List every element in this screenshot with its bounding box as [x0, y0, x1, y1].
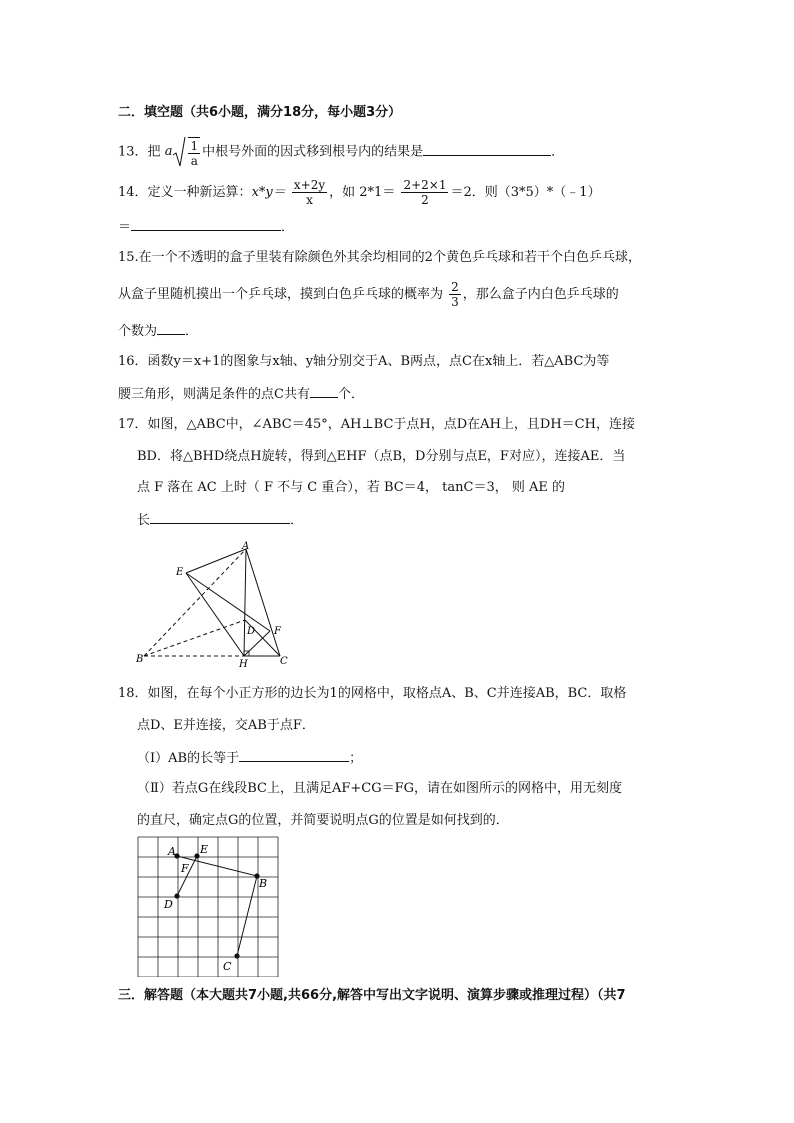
- q16-line2-pre: 腰三角形，则满足条件的点C共有: [118, 387, 310, 402]
- question-14-line2: [118, 216, 294, 238]
- label-f: F: [274, 626, 281, 637]
- q15-end: ．: [185, 324, 199, 339]
- segment-bd: [144, 620, 245, 656]
- question-17-line1: 17．如图，△ABC中，∠ABC＝45°，AH⊥BC于点H，点D在AH上，且DH＝CH，连接: [118, 417, 635, 432]
- fraction-numerator: 2: [451, 280, 459, 294]
- segment-ef: [186, 573, 270, 631]
- q14-fraction-2: [401, 178, 448, 207]
- answer-blank[interactable]: [423, 141, 551, 156]
- sqrt-expression: [165, 135, 202, 169]
- question-18-line2: 点D、E并连接，交AB于点F．: [137, 718, 315, 733]
- label-c: C: [223, 960, 232, 973]
- question-number: 14．: [118, 185, 148, 200]
- label-b: B: [136, 654, 144, 665]
- question-18-part2-line1: （Ⅱ）若点G在线段BC上，且满足AF+CG＝FG，请在如图所示的网格中，用无刻度: [137, 781, 622, 796]
- fraction-denominator: x: [306, 193, 313, 207]
- label-b: B: [259, 877, 268, 890]
- q14-line2-pre: ＝: [118, 220, 132, 235]
- question-18-part1: [137, 747, 362, 769]
- answer-blank[interactable]: [150, 509, 290, 524]
- q14-end: ．: [281, 220, 295, 235]
- segment-bc: [237, 876, 257, 956]
- question-17-line3: 点 F 落在 AC 上时（ F 不与 C 重合），若 BC＝4， tanC＝3， 则 AE 的: [137, 480, 565, 495]
- question-17-line2: BD．将△BHD绕点H旋转，得到△EHF（点B，D分别与点E，F对应），连接AE．当: [137, 449, 626, 464]
- label-d: D: [164, 898, 173, 911]
- q18-part1-end: ；: [349, 751, 363, 766]
- q14-text-mid: ，如 2*1＝: [329, 185, 396, 200]
- label-a: A: [242, 541, 250, 552]
- q14-text-pre: 定义一种新运算：: [147, 185, 252, 200]
- q13-text-pre: 把: [147, 144, 161, 160]
- point-c: [234, 953, 239, 958]
- question-18-line1: 18．如图，在每个小正方形的边长为1的网格中，取格点A、B、C并连接AB，BC．取格: [118, 686, 627, 701]
- q17-line4-pre: 长: [137, 513, 151, 528]
- question-15-line1: 15.在一个不透明的盒子里装有除颜色外其余均相同的2个黄色乒乓球和若干个白色乒乓球，: [118, 250, 641, 265]
- question-15-line2: [118, 280, 619, 309]
- label-f: F: [181, 862, 189, 875]
- question-14: [118, 178, 601, 207]
- segment-ae: [186, 549, 246, 573]
- segment-eh: [186, 573, 244, 656]
- answer-blank[interactable]: [239, 747, 349, 762]
- fraction-numerator: x+2y: [293, 178, 326, 192]
- q13-text-post: 中根号外面的因式移到根号内的结果是: [202, 144, 424, 160]
- label-e: E: [176, 567, 184, 578]
- section-title: 三．解答题（本大题共7小题,共66分,解答中写出文字说明、演算步骤或推理过程）（共7: [118, 988, 626, 1003]
- radical-sign-icon: [172, 135, 186, 169]
- label-h: H: [239, 659, 248, 668]
- grid-lines: [138, 837, 278, 977]
- label-c: C: [280, 656, 288, 667]
- q14-fraction-1: [292, 178, 327, 207]
- sqrt-fraction: [188, 137, 200, 168]
- answer-blank[interactable]: [157, 320, 185, 335]
- question-15-line3: [118, 320, 198, 342]
- question-16-line2: [118, 383, 364, 405]
- q18-grid-figure: [137, 836, 279, 977]
- label-d: D: [247, 626, 256, 637]
- question-17-line4: [137, 509, 303, 531]
- segment-ah: [244, 549, 246, 656]
- fraction-numerator: 2+2×1: [403, 178, 447, 192]
- fraction-denominator: a: [190, 153, 198, 168]
- q15-line2-post: ，那么盒子内白色乒乓球的: [462, 287, 619, 302]
- q14-lhs: x*y＝: [251, 185, 286, 200]
- answer-blank[interactable]: [131, 216, 281, 231]
- q15-fraction: [449, 280, 461, 309]
- q17-geometry-figure: [130, 540, 300, 668]
- section-title: 二．填空题（共6小题，满分18分，每小题3分）: [118, 105, 402, 120]
- q18-part1-pre: （Ⅰ）AB的长等于: [137, 751, 240, 766]
- fraction-numerator: 1: [190, 138, 199, 153]
- q15-line3-pre: 个数为: [118, 324, 158, 339]
- q16-line2-post: 个．: [337, 387, 364, 402]
- q13-end: ．: [551, 144, 565, 160]
- segment-ab: [144, 549, 246, 656]
- answer-blank[interactable]: [310, 383, 338, 398]
- q17-end: ．: [290, 513, 304, 528]
- sqrt-coefficient: a: [164, 144, 173, 159]
- question-13: [118, 135, 564, 169]
- question-number: 13．: [118, 144, 148, 160]
- fraction-denominator: 2: [421, 193, 429, 207]
- question-18-part2-line2: 的直尺，确定点G的位置，并简要说明点G的位置是如何找到的．: [137, 813, 509, 828]
- fraction-denominator: 3: [451, 295, 459, 309]
- point-e: [194, 853, 199, 858]
- segment-ac: [246, 549, 280, 656]
- label-e: E: [200, 843, 209, 856]
- q14-text-post: ＝2．则（3*5）*（﹣1）: [450, 185, 601, 200]
- q15-line2-pre: 从盒子里随机摸出一个乒乓球，摸到白色乒乓球的概率为: [118, 287, 444, 302]
- label-a: A: [168, 845, 176, 858]
- point-d: [174, 893, 179, 898]
- question-16-line1: 16．函数y＝x+1的图象与x轴、y轴分别交于A、B两点，点C在x轴上．若△ABC为等: [118, 354, 610, 369]
